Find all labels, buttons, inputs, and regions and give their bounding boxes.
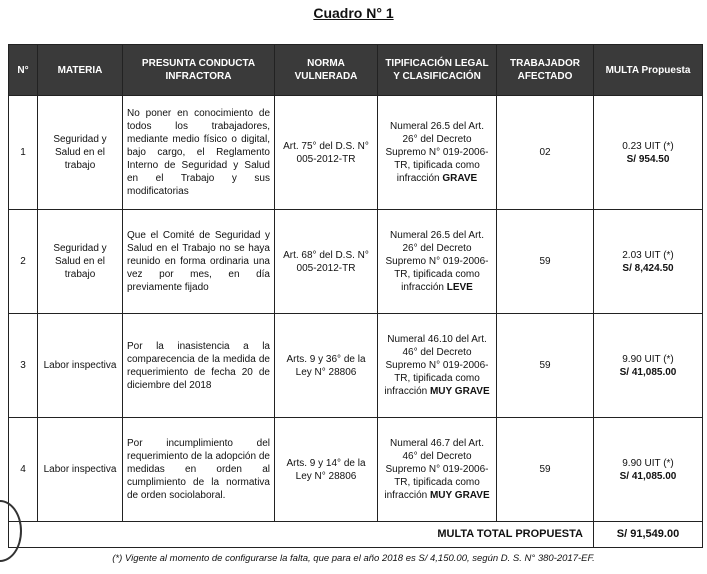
cell-tipificacion <box>378 314 497 418</box>
table-row <box>9 314 703 418</box>
total-value: S/ 91,549.00 <box>594 522 703 548</box>
multa-soles: S/ 954.50 <box>626 153 670 165</box>
header-conducta: PRESUNTA CONDUCTA INFRACTORA <box>123 45 275 96</box>
tip-class: LEVE <box>446 282 473 293</box>
tip-text: Numeral 46.10 del Art. 46° del Decreto Supremo N° 019-2006-TR, tipificada como infracción <box>384 334 489 397</box>
cell-norma: Arts. 9 y 36° de la Ley N° 28806 <box>275 314 378 418</box>
cell-multa <box>594 418 703 522</box>
cell-norma: Art. 75° del D.S. N° 005-2012-TR <box>275 96 378 210</box>
multa-uit: 0.23 UIT (*) <box>622 140 674 152</box>
cell-materia: Labor inspectiva <box>38 418 123 522</box>
tip-class: MUY GRAVE <box>429 490 490 501</box>
tip-text: Numeral 26.5 del Art. 26° del Decreto Supremo N° 019-2006-TR, tipificada como infracción <box>385 230 489 293</box>
multa-uit: 9.90 UIT (*) <box>622 353 674 365</box>
cell-trabajador: 02 <box>497 96 594 210</box>
multa-uit: 2.03 UIT (*) <box>622 249 674 261</box>
cell-n: 1 <box>9 96 38 210</box>
cell-n: 4 <box>9 418 38 522</box>
tip-text: Numeral 46.7 del Art. 46° del Decreto Supremo N° 019-2006-TR, tipificada como infracción <box>384 438 489 501</box>
cell-norma: Arts. 9 y 14° de la Ley N° 28806 <box>275 418 378 522</box>
cell-materia: Seguridad y Salud en el trabajo <box>38 96 123 210</box>
header-tipificacion: TIPIFICACIÓN LEGAL Y CLASIFICACIÓN <box>378 45 497 96</box>
header-trabajador: TRABAJADOR AFECTADO <box>497 45 594 96</box>
infractions-table <box>8 44 703 548</box>
table-title: Cuadro N° 1 <box>313 5 394 21</box>
cell-materia: Seguridad y Salud en el trabajo <box>38 210 123 314</box>
header-norma: NORMA VULNERADA <box>275 45 378 96</box>
cell-norma: Art. 68° del D.S. N° 005-2012-TR <box>275 210 378 314</box>
cell-conducta: Por la inasistencia a la comparecencia de la medida de requerimiento de fecha 20 de diciembre del 2018 <box>123 314 275 418</box>
cell-trabajador: 59 <box>497 418 594 522</box>
cell-trabajador: 59 <box>497 314 594 418</box>
cell-n: 2 <box>9 210 38 314</box>
cell-multa <box>594 96 703 210</box>
header-row <box>9 45 703 96</box>
total-row <box>9 522 703 548</box>
header-materia: MATERIA <box>38 45 123 96</box>
cell-multa <box>594 210 703 314</box>
table-row <box>9 96 703 210</box>
multa-soles: S/ 41,085.00 <box>619 470 677 482</box>
table-row <box>9 418 703 522</box>
cell-tipificacion <box>378 210 497 314</box>
tip-class: MUY GRAVE <box>429 386 490 397</box>
cell-n: 3 <box>9 314 38 418</box>
total-label: MULTA TOTAL PROPUESTA <box>38 522 594 548</box>
multa-soles: S/ 8,424.50 <box>622 262 674 274</box>
header-multa: MULTA Propuesta <box>594 45 703 96</box>
cell-multa <box>594 314 703 418</box>
table-row <box>9 210 703 314</box>
header-n: N° <box>9 45 38 96</box>
multa-soles: S/ 41,085.00 <box>619 366 677 378</box>
cell-trabajador: 59 <box>497 210 594 314</box>
tip-class: GRAVE <box>442 173 478 184</box>
cell-conducta: Por incumplimiento del requerimiento de la adopción de medidas en orden al cumplimiento de la normativa de orden sociolaboral. <box>123 418 275 522</box>
cell-tipificacion <box>378 418 497 522</box>
multa-uit: 9.90 UIT (*) <box>622 457 674 469</box>
cell-tipificacion <box>378 96 497 210</box>
cell-materia: Labor inspectiva <box>38 314 123 418</box>
tip-text: Numeral 26.5 del Art. 26° del Decreto Supremo N° 019-2006-TR, tipificada como infracción <box>385 121 489 184</box>
cell-conducta: Que el Comité de Seguridad y Salud en el Trabajo no se haya reunido en forma ordinaria una vez por mes, en día previamente fijado <box>123 210 275 314</box>
cell-conducta: No poner en conocimiento de todos los trabajadores, mediante medio físico o digital, bajo cargo, el Reglamento Interno de Seguridad y Salud en el Trabajo y sus modificatorias <box>123 96 275 210</box>
footnote: (*) Vigente al momento de configurarse la falta, que para el año 2018 es S/ 4,150.00, según D. S. N° 380-2017-EF. <box>112 553 595 564</box>
